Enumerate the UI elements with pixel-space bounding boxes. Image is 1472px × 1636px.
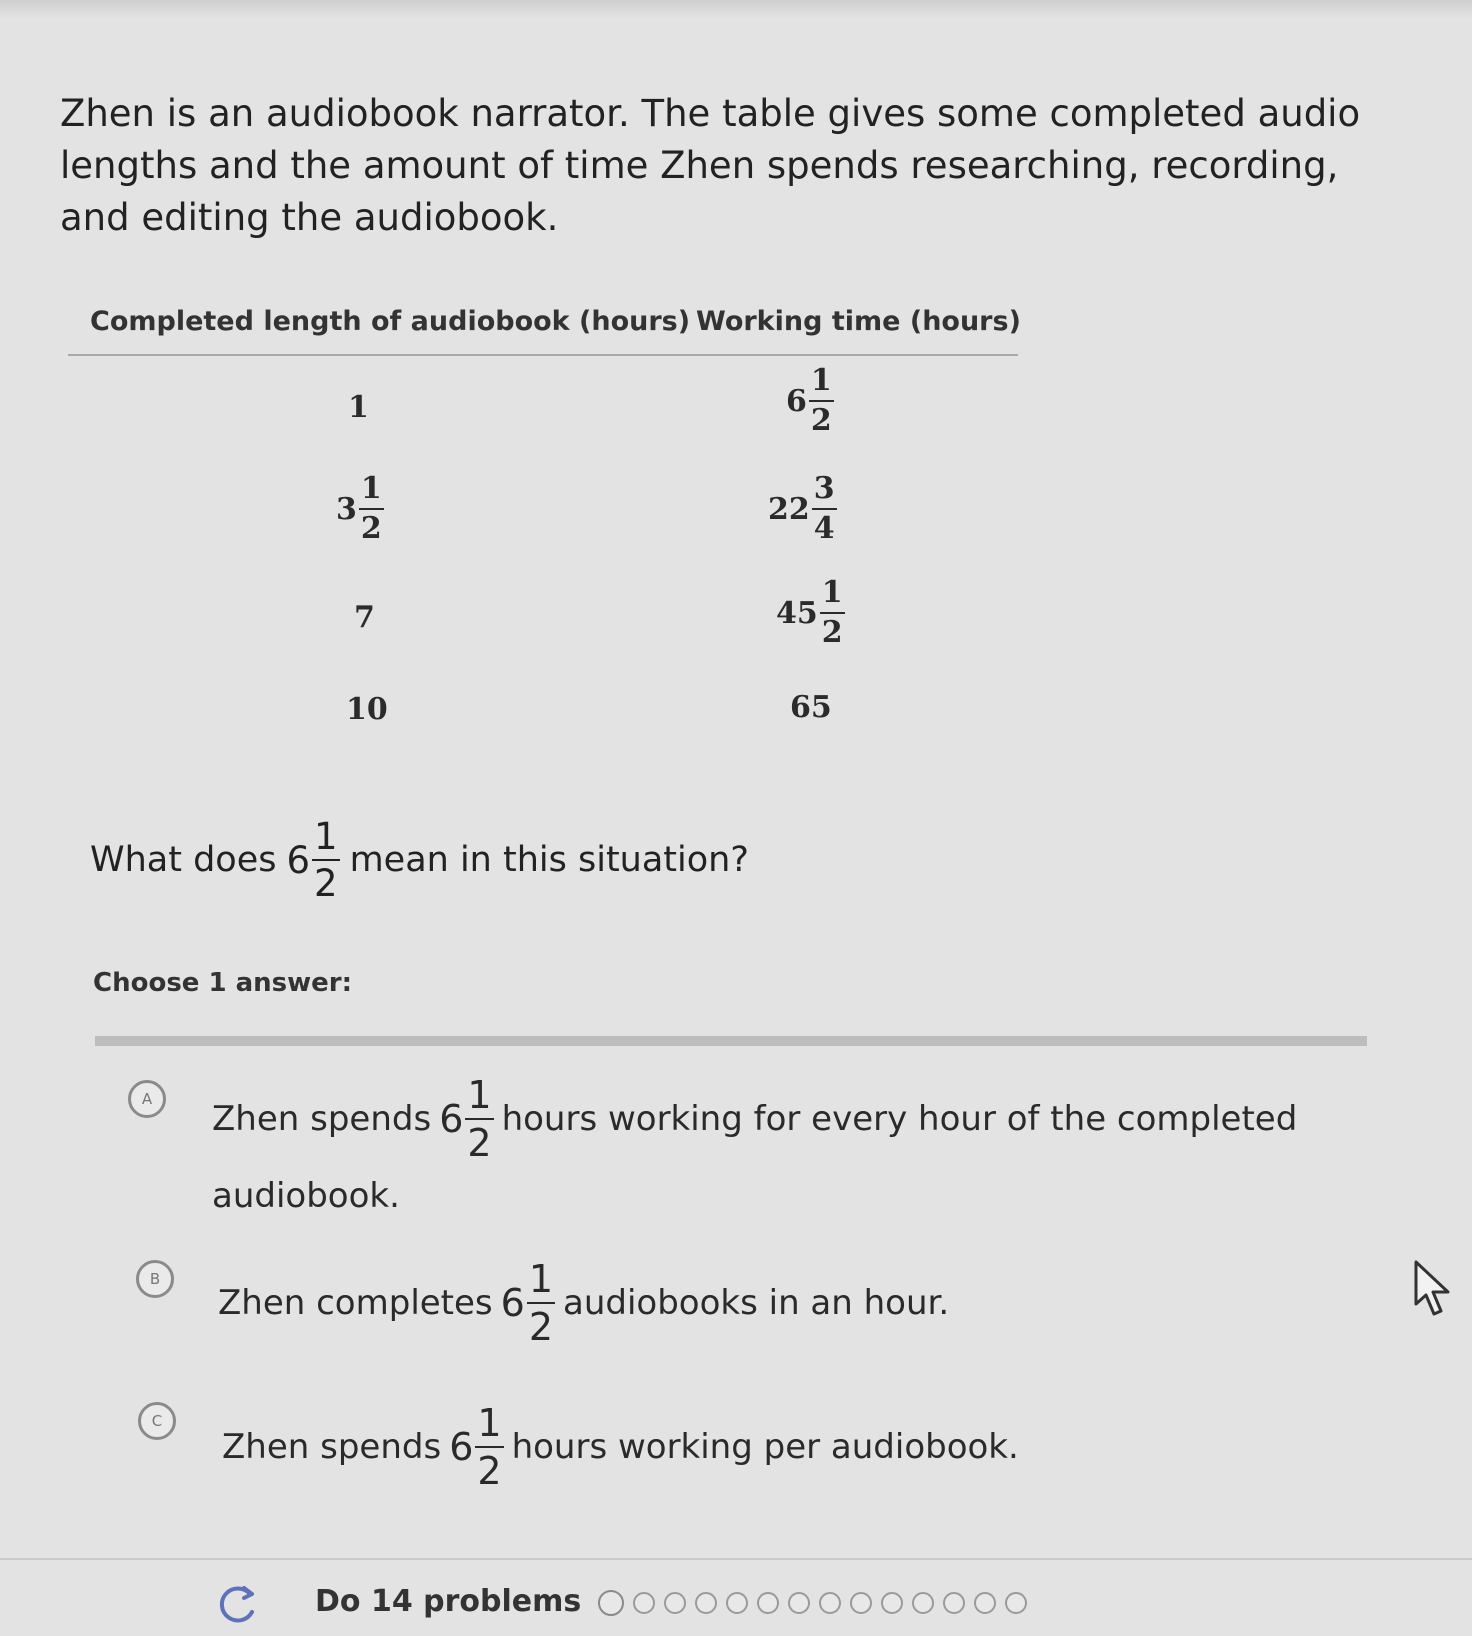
divider: [95, 1036, 1367, 1046]
progress-dot: [726, 1592, 748, 1614]
progress-dot: [788, 1592, 810, 1614]
table-cell-time: 22 $\frac{3}{4}$: [768, 471, 835, 546]
choose-label: Choose 1 answer:: [93, 968, 353, 998]
data-table: [68, 298, 1021, 727]
progress-dot: [850, 1592, 872, 1614]
table-header-time: Working time (hours): [696, 306, 1021, 337]
answer-text-a[interactable]: Zhen spends 6 $\frac{1}{2}$ hours working for every hour of the completed: [212, 1073, 1298, 1165]
answer-text-b[interactable]: Zhen completes 6 $\frac{1}{2}$ audiobooks in an hour.: [218, 1257, 950, 1349]
progress-dot: [695, 1592, 717, 1614]
table-cell-length: 7: [354, 600, 375, 635]
answer-text-a-line2[interactable]: audiobook.: [212, 1176, 400, 1216]
fraction: $\frac{1}{2}$: [810, 363, 832, 438]
fraction: $\frac{3}{4}$: [813, 471, 835, 546]
screen-edge: [0, 0, 1472, 18]
table-cell-time: 6 $\frac{1}{2}$: [786, 363, 832, 438]
retry-icon[interactable]: [214, 1580, 262, 1628]
table-cell-time: 65: [790, 690, 832, 725]
do-problems-label: Do 14 problems: [315, 1584, 582, 1619]
table-header-length: Completed length of audiobook (hours): [90, 306, 691, 337]
progress-dot: [757, 1592, 779, 1614]
progress-footer: [0, 1570, 1472, 1630]
footer-divider: [0, 1558, 1472, 1560]
question-number: 6 $\frac{1}{2}$: [286, 815, 338, 905]
table-cell-length: 3 $\frac{1}{2}$: [336, 471, 382, 546]
progress-dot: [598, 1590, 624, 1616]
progress-dot: [1005, 1592, 1027, 1614]
progress-dot: [974, 1592, 996, 1614]
radio-button-b[interactable]: B: [136, 1260, 174, 1298]
table-cell-time: 45 $\frac{1}{2}$: [776, 575, 843, 650]
fraction: $\frac{1}{2}$: [821, 575, 843, 650]
table-cell-length: 10: [346, 692, 388, 727]
fraction: $\frac{1}{2}$: [360, 471, 382, 546]
answer-text-c[interactable]: Zhen spends 6 $\frac{1}{2}$ hours working per audiobook.: [222, 1401, 1019, 1493]
question-text: What does 6 $\frac{1}{2}$ mean in this situation?: [90, 815, 749, 905]
progress-dot: [819, 1592, 841, 1614]
progress-dot: [912, 1592, 934, 1614]
table-header-row: [68, 298, 1021, 356]
progress-dot: [881, 1592, 903, 1614]
progress-dots: [598, 1592, 1027, 1616]
exercise-card: [0, 18, 1472, 1636]
table-cell-length: 1: [348, 390, 369, 425]
mouse-cursor-icon: [1410, 1258, 1456, 1318]
progress-dot: [633, 1592, 655, 1614]
progress-dot: [943, 1592, 965, 1614]
radio-button-c[interactable]: C: [138, 1402, 176, 1440]
progress-dot: [664, 1592, 686, 1614]
radio-button-a[interactable]: A: [128, 1080, 166, 1118]
problem-intro: Zhen is an audiobook narrator. The table gives some completed audio lengths and the amount of time Zhen spends researching, recording, and editing the audiobook.: [60, 92, 1361, 239]
